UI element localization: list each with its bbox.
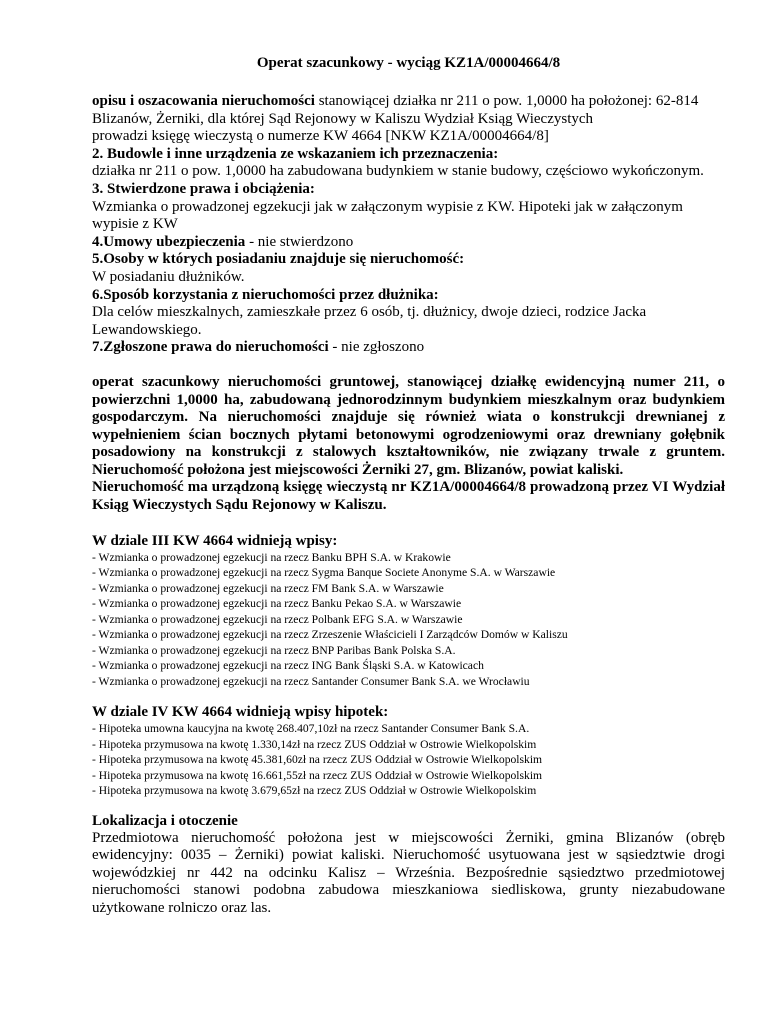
- dzial4-list: [92, 721, 725, 799]
- dzial3-heading: W dziale III KW 4664 widnieją wpisy:: [92, 532, 338, 549]
- intro-line-2: Blizanów, Żerniki, dla której Sąd Rejonowy w Kaliszu Wydział Ksiąg Wieczystych: [92, 110, 594, 127]
- list-item: - Wzmianka o prowadzonej egzekucji na rzecz Zrzeszenie Właścicieli I Zarządców Domów w Kaliszu: [92, 628, 568, 642]
- item-7-heading: 7.Zgłoszone prawa do nieruchomości: [92, 339, 329, 356]
- intro-line-1: [92, 93, 725, 111]
- kw-paragraph: Nieruchomość ma urządzoną księgę wieczystą nr KZ1A/00004664/8 prowadzoną przez VI Wydział Ksiąg Wieczystych Sądu Rejonowy w Kaliszu.: [92, 479, 725, 514]
- item-4-inline: - nie stwierdzono: [245, 233, 354, 250]
- list-item: - Wzmianka o prowadzonej egzekucji na rzecz BNP Paribas Bank Polska S.A.: [92, 643, 456, 657]
- spacer: [92, 799, 725, 812]
- item-3-heading: 3. Stwierdzone prawa i obciążenia:: [92, 180, 315, 197]
- list-item: - Hipoteka przymusowa na kwotę 1.330,14zł na rzecz ZUS Oddział w Ostrowie Wielkopolskim: [92, 737, 537, 751]
- spacer: [92, 515, 725, 532]
- intro-line-3: prowadzi księgę wieczystą o numerze KW 4664 [NKW KZ1A/00004664/8]: [92, 128, 549, 145]
- item-5-text: W posiadaniu dłużników.: [92, 268, 245, 285]
- list-item: - Wzmianka o prowadzonej egzekucji na rzecz Sygma Banque Societe Anonyme S.A. w Warszawie: [92, 566, 556, 580]
- item-7-inline: - nie zgłoszono: [328, 339, 425, 356]
- spacer: [92, 357, 725, 374]
- list-item: - Wzmianka o prowadzonej egzekucji na rzecz ING Bank Śląski S.A. w Katowicach: [92, 659, 484, 673]
- item-2-heading: 2. Budowle i inne urządzenia ze wskazaniem ich przeznaczenia:: [92, 145, 499, 162]
- item-4-heading: 4.Umowy ubezpieczenia: [92, 233, 246, 250]
- lokalizacja-heading: Lokalizacja i otoczenie: [92, 812, 238, 829]
- intro-bold: opisu i oszacowania nieruchomości: [92, 93, 315, 109]
- list-item: - Hipoteka przymusowa na kwotę 3.679,65zł na rzecz ZUS Oddział w Ostrowie Wielkopolskim: [92, 784, 537, 798]
- dzial4-heading: W dziale IV KW 4664 widnieją wpisy hipotek:: [92, 704, 389, 721]
- spacer: [92, 689, 725, 703]
- document-page: [92, 54, 725, 918]
- operat-paragraph: operat szacunkowy nieruchomości gruntowej, stanowiącej działkę ewidencyjną numer 211, o powierzchni 1,0000 ha, zabudowaną jednorodzinnym budynkiem mieszkalnym oraz budynkiem gospodarczym. Na nieruchomości znajduje się również wiata o konstrukcji drewnianej z wypełnieniem ścian bocznych płytami betonowymi ogrodzeniowymi oraz drewniany gołębnik posadowiony na konstrukcji z stalowych kształtowników, nie związany trwale z gruntem. Nieruchomość położona jest miejscowości Żerniki 27, gm. Blizanów, powiat kaliski.: [92, 373, 725, 478]
- item-3-text: Wzmianka o prowadzonej egzekucji jak w załączonym wypisie z KW. Hipoteki jak w załączonym wypisie z KW: [92, 198, 683, 233]
- list-item: - Hipoteka umowna kaucyjna na kwotę 268.407,10zł na rzecz Santander Consumer Bank S.A.: [92, 722, 530, 736]
- page-title: Operat szacunkowy - wyciąg KZ1A/00004664/8: [256, 55, 561, 71]
- dzial3-list: [92, 550, 725, 690]
- list-item: - Wzmianka o prowadzonej egzekucji na rzecz Banku BPH S.A. w Krakowie: [92, 550, 451, 564]
- item-6-heading: 6.Sposób korzystania z nieruchomości przez dłużnika:: [92, 286, 439, 303]
- list-item: - Wzmianka o prowadzonej egzekucji na rzecz FM Bank S.A. w Warszawie: [92, 581, 444, 595]
- list-item: - Wzmianka o prowadzonej egzekucji na rzecz Banku Pekao S.A. w Warszawie: [92, 597, 462, 611]
- item-5-heading: 5.Osoby w których posiadaniu znajduje się nieruchomość:: [92, 251, 465, 268]
- intro-rest: stanowiącej działka nr 211 o pow. 1,0000 ha położonej: 62-814: [314, 93, 699, 109]
- list-item: - Wzmianka o prowadzonej egzekucji na rzecz Polbank EFG S.A. w Warszawie: [92, 612, 463, 626]
- lokalizacja-text: Przedmiotowa nieruchomość położona jest w miejscowości Żerniki, gmina Blizanów (obręb ewidencyjny: 0035 – Żerniki) powiat kaliski. Nieruchomość usytuowana jest w sąsiedztwie drogi wojewódzkiej nr 442 na odcinku Kalisz – Września. Bezpośrednie sąsiedztwo przedmiotowej nieruchomości stanowi podobna zabudowa mieszkaniowa siedliskowa, grunty niezabudowane użytkowane rolniczo oraz las.: [92, 829, 725, 917]
- item-2-text: działka nr 211 o pow. 1,0000 ha zabudowana budynkiem w stanie budowy, częściowo wykończonym.: [92, 163, 704, 180]
- item-6-text: Dla celów mieszkalnych, zamieszkałe przez 6 osób, tj. dłużnicy, dwoje dzieci, rodzice Jacka Lewandowskiego.: [92, 304, 647, 338]
- list-item: - Wzmianka o prowadzonej egzekucji na rzecz Santander Consumer Bank S.A. we Wrocławiu: [92, 674, 530, 688]
- list-item: - Hipoteka przymusowa na kwotę 45.381,60zł na rzecz ZUS Oddział w Ostrowie Wielkopolskim: [92, 753, 543, 767]
- list-item: - Hipoteka przymusowa na kwotę 16.661,55zł na rzecz ZUS Oddział w Ostrowie Wielkopolskim: [92, 768, 543, 782]
- item-7: [92, 339, 725, 357]
- item-4: [92, 234, 725, 252]
